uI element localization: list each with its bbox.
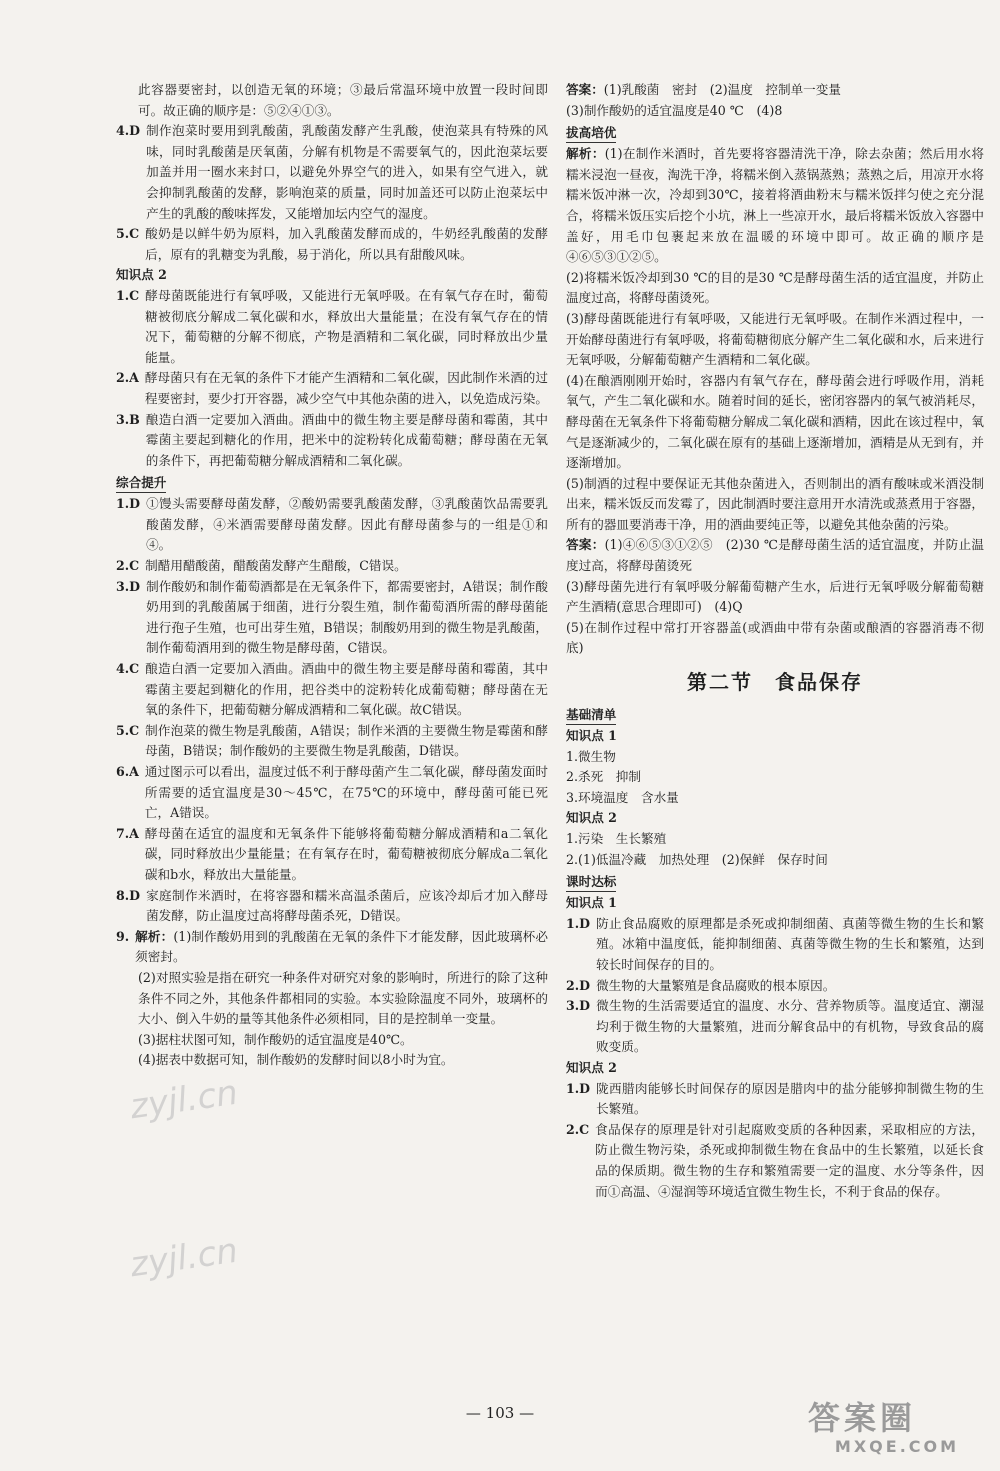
paragraph: 2.杀死 抑制 bbox=[566, 769, 641, 785]
left-column bbox=[116, 80, 548, 1071]
paragraph: 1.污染 生长繁殖 bbox=[566, 831, 667, 846]
knowledge-point-heading: 知识点 2 bbox=[116, 267, 167, 283]
right-column bbox=[566, 80, 984, 1202]
answer-item bbox=[116, 556, 548, 577]
stamp-url: MXQE.COM bbox=[834, 1437, 960, 1456]
item-continuation: (3)据柱状图可知，制作酸奶的适宜温度是40℃。 bbox=[138, 1031, 413, 1047]
paragraph: (2)将糯米饭冷却到30 ℃的目的是30 ℃是酵母菌生活的适宜温度，并防止温度过高，将酵母菌烫死。 bbox=[566, 269, 984, 306]
paragraph: (5)在制作过程中常打开容器盖(或酒曲中带有杂菌或酿酒的容器消毒不彻底) bbox=[566, 619, 984, 656]
item-text: 陇西腊肉能够长时间保存的原因是腊肉中的盐分能够抑制微生物的生长繁殖。 bbox=[596, 1080, 984, 1117]
answer-text: (1)④⑥⑤③①②⑤ (2)30 ℃是酵母菌生活的适宜温度，并防止温度过高，将酵母菌烫死 bbox=[566, 537, 985, 574]
paragraph: (3)酵母菌先进行有氧呼吸分解葡萄糖产生水，后进行无氧呼吸分解葡萄糖产生酒精(意思合理即可) (4)Q bbox=[566, 578, 984, 615]
paragraph: 3.环境温度 含水量 bbox=[566, 789, 679, 805]
item-body bbox=[145, 368, 548, 409]
answer-label: 答案： bbox=[566, 537, 605, 553]
item-number: 3.D bbox=[116, 578, 141, 594]
item-body bbox=[146, 494, 548, 556]
item-continuation: 此容器要密封，以创造无氧的环境；③最后常温环境中放置一段时间即可。故正确的顺序是：⑤②④①③。 bbox=[138, 82, 548, 118]
item-body bbox=[595, 1120, 984, 1202]
item-number: 4.C bbox=[116, 661, 140, 677]
item-text: 酿造白酒一定要加入酒曲。酒曲中的微生物主要是酵母菌和霉菌，其中霉菌主要起到糖化的作用，把谷类中的淀粉转化成葡萄糖；酵母菌在无氧的条件下，把葡萄糖分解成酒精和二氧化碳。故C错误。 bbox=[145, 661, 548, 718]
watermark-text: zyjl.cn bbox=[127, 1072, 241, 1128]
item-body bbox=[145, 824, 548, 886]
answer-item bbox=[116, 494, 548, 556]
answer-text: (1)在制作米酒时，首先要将容器清洗干净，除去杂菌；然后用水将糯米浸泡一昼夜，淘洗干净，将糯米倒入蒸锅蒸熟；蒸熟之后，用凉开水将糯米饭冲淋一次，冷却到30℃，接着将酒曲粉末与糯米饭拌匀使之充分混合，将糯米饭压实后挖个小坑，淋上一些凉开水，最后将糯米饭放入容器中盖好，用毛巾包裹起来放在温暖的环境中即可。故正确的顺序是④⑥⑤③①②⑤。 bbox=[566, 146, 985, 265]
paragraph: (3)酵母菌既能进行有氧呼吸，又能进行无氧呼吸。在制作米酒过程中，一开始酵母菌进行有氧呼吸，将葡萄糖彻底分解产生二氧化碳和水，后来进行无氧呼吸，分解葡萄糖产生酒精和二氧化碳。 bbox=[566, 310, 984, 368]
answer-item bbox=[566, 1120, 984, 1202]
item-text: ①馒头需要酵母菌发酵，②酸奶需要乳酸菌发酵，③乳酸菌饮品需要乳酸菌发酵，④米酒需要酵母菌发酵。因此有酵母菌参与的一组是①和④。 bbox=[146, 496, 548, 553]
item-label: 解析： bbox=[135, 928, 174, 944]
answer-item bbox=[566, 914, 984, 976]
answer-label: 答案： bbox=[566, 82, 604, 97]
item-text: 食品保存的原理是针对引起腐败变质的各种因素，采取相应的方法，防止微生物污染，杀死或抑制微生物在食品中的生长繁殖，以延长食品的保质期。微生物的生存和繁殖需要一定的温度、水分等条件，因而①高温、④湿润等环境适宜微生物生长，不利于食品的保存。 bbox=[595, 1121, 984, 1199]
item-number: 1.D bbox=[566, 1080, 591, 1096]
item-body bbox=[146, 886, 548, 927]
item-number: 2.C bbox=[116, 558, 140, 574]
item-body bbox=[146, 410, 548, 472]
answer-item bbox=[116, 577, 548, 659]
answer-text: (1)乳酸菌 密封 (2)温度 控制单一变量 bbox=[603, 82, 841, 97]
item-text: 制作泡菜的微生物是乳酸菌，A错误；制作米酒的主要微生物是霉菌和酵母菌，B错误；制作酸奶的主要微生物是乳酸菌，D错误。 bbox=[145, 722, 548, 759]
knowledge-point-heading: 知识点 2 bbox=[566, 1059, 617, 1075]
item-number: 4.D bbox=[116, 123, 141, 139]
paragraph: (4)在酿酒刚刚开始时，容器内有氧气存在，酵母菌会进行呼吸作用，消耗氧气，产生二氧化碳和水。随着时间的延长，密闭容器内的氧气被消耗尽，酵母菌在无氧条件下将葡萄糖分解成二氧化碳和酒精，因此在该过程中，氧气是逐渐减少的，二氧化碳在原有的基础上逐渐增加，酒精是从无到有，并逐渐增加。 bbox=[566, 372, 984, 471]
answer-item bbox=[116, 824, 548, 886]
item-text: 制醋用醋酸菌，醋酸菌发酵产生醋酸，C错误。 bbox=[145, 558, 407, 574]
answer-item bbox=[566, 976, 984, 997]
answer-item bbox=[116, 927, 548, 968]
item-body bbox=[596, 996, 984, 1058]
paragraph: (3)制作酸奶的适宜温度是40 ℃ (4)8 bbox=[566, 102, 783, 118]
item-number: 7.A bbox=[116, 825, 139, 841]
item-number: 3.D bbox=[566, 998, 591, 1014]
knowledge-point-heading: 知识点 1 bbox=[566, 728, 617, 744]
item-text: 酸奶是以鲜牛奶为原料，加入乳酸菌发酵而成的，牛奶经乳酸菌的发酵后，原有的乳糖变为乳酸，易于消化，所以具有甜酸风味。 bbox=[145, 226, 548, 262]
item-number: 2.A bbox=[116, 370, 139, 386]
item-number: 1.C bbox=[116, 287, 140, 303]
item-number: 5.C bbox=[116, 226, 140, 242]
answer-item bbox=[566, 1079, 984, 1120]
item-body bbox=[596, 914, 984, 976]
item-text: (1)制作酸奶用到的乳酸菌在无氧的条件下才能发酵，因此玻璃杯必须密封。 bbox=[135, 928, 549, 965]
section-heading: 综合提升 bbox=[116, 473, 166, 493]
item-body bbox=[146, 577, 548, 659]
answer-paragraph bbox=[566, 535, 984, 576]
watermark-stamp-logo bbox=[808, 1399, 986, 1463]
section-heading: 拔高培优 bbox=[566, 123, 616, 143]
item-text: 酵母菌在适宜的温度和无氧条件下能够将葡萄糖分解成酒精和a二氧化碳，同时释放出少量能量；在有氧存在时，葡萄糖被彻底分解成a二氧化碳和b水，释放出大量能量。 bbox=[144, 825, 548, 882]
item-number: 1.D bbox=[566, 915, 591, 931]
item-number: 8.D bbox=[116, 887, 141, 903]
item-continuation: (4)据表中数据可知，制作酸奶的发酵时间以8小时为宜。 bbox=[138, 1052, 454, 1068]
item-text: 制作酸奶和制作葡萄酒都是在无氧条件下，都需要密封，A错误；制作酸奶用到的乳酸菌属于细菌，进行分裂生殖，制作葡萄酒所需的酵母菌能进行孢子生殖，也可出芽生殖，B错误；制酸奶用到的微生物是乳酸菌，制作葡萄酒用到的微生物是酵母菌，C错误。 bbox=[146, 578, 548, 656]
item-body bbox=[145, 659, 548, 721]
answer-paragraph bbox=[566, 80, 984, 101]
item-text: 酵母菌既能进行有氧呼吸，又能进行无氧呼吸。在有氧气存在时，葡萄糖被彻底分解成二氧化碳和水，释放出大量能量；在没有氧气存在的情况下，葡萄糖的分解不彻底，产物是酒精和二氧化碳，同时释放出少量能量。 bbox=[145, 287, 548, 365]
item-text: 通过图示可以看出，温度过低不利于酵母菌产生二氧化碳，酵母菌发面时所需要的适宜温度是30～45℃，在75℃的环境中，酵母菌可能已死亡，A错误。 bbox=[144, 764, 548, 821]
answer-item bbox=[116, 286, 548, 368]
paragraph: 2.(1)低温冷藏 加热处理 (2)保鲜 保存时间 bbox=[566, 851, 828, 867]
answer-paragraph bbox=[566, 144, 984, 268]
item-text: 家庭制作米酒时，在将容器和糯米高温杀菌后，应该冷却后才加入酵母菌发酵，防止温度过高将酵母菌杀死，D错误。 bbox=[146, 887, 548, 924]
item-number: 9. bbox=[116, 928, 130, 944]
item-number: 2.C bbox=[566, 1121, 590, 1137]
item-text: 制作泡菜时要用到乳酸菌，乳酸菌发酵产生乳酸，使泡菜具有特殊的风味，同时乳酸菌是厌氧菌，分解有机物是不需要氧气的，因此泡菜坛要加盖并用一圈水来封口，以避免外界空气的进入，如果有空气进入，就会抑制乳酸菌的发酵，影响泡菜的质量，同时加盖还可以防止泡菜坛中产生的乳酸的酸味挥发，又能增加坛内空气的湿度。 bbox=[146, 123, 548, 221]
paragraph: 1.微生物 bbox=[566, 748, 616, 764]
answer-item bbox=[116, 721, 548, 762]
knowledge-point-heading: 知识点 1 bbox=[566, 895, 617, 911]
answer-item bbox=[116, 410, 548, 472]
section-title: 第二节 食品保存 bbox=[687, 670, 863, 695]
answer-item bbox=[116, 762, 548, 824]
item-text: 酿造白酒一定要加入酒曲。酒曲中的微生物主要是酵母菌和霉菌，其中霉菌主要起到糖化的作用，把米中的淀粉转化成葡萄糖；酵母菌在无氧的条件下，再把葡萄糖分解成酒精和二氧化碳。 bbox=[145, 411, 548, 468]
item-body bbox=[596, 1079, 984, 1120]
item-number: 3.B bbox=[116, 411, 140, 427]
item-text: 酵母菌只有在无氧的条件下才能产生酒精和二氧化碳，因此制作米酒的过程要密封，要少打开容器，减少空气中其他杂菌的进入，以免造成污染。 bbox=[144, 370, 548, 406]
item-text: 微生物的大量繁殖是食品腐败的根本原因。 bbox=[596, 977, 836, 993]
item-body bbox=[135, 927, 548, 968]
item-number: 2.D bbox=[566, 977, 591, 993]
item-number: 5.C bbox=[116, 722, 140, 738]
section-heading: 课时达标 bbox=[566, 872, 616, 892]
item-body bbox=[145, 224, 548, 265]
answer-item bbox=[566, 996, 984, 1058]
item-continuation: (2)对照实验是指在研究一种条件对研究对象的影响时，所进行的除了这种条件不同之外，其他条件都相同的实验。本实验除温度不同外，玻璃杯的大小、倒入牛奶的量等其他条件必须相同，目的是控制单一变量。 bbox=[138, 969, 548, 1027]
knowledge-point-heading: 知识点 2 bbox=[566, 810, 617, 826]
item-body bbox=[146, 121, 548, 224]
item-body bbox=[145, 721, 548, 762]
item-body bbox=[145, 286, 548, 368]
paragraph: (5)制酒的过程中要保证无其他杂菌进入，否则制出的酒有酸味或米酒没制出来，糯米饭反而发霉了，因此制酒时要注意用开水清洗或蒸煮用于容器，所有的器皿要消毒干净，用的酒曲要纯正等，以避免其他杂菌的污染。 bbox=[566, 475, 984, 532]
answer-item bbox=[116, 368, 548, 409]
page-number: — 103 — bbox=[465, 1404, 535, 1422]
item-body bbox=[596, 976, 984, 997]
answer-item bbox=[116, 121, 548, 224]
item-text: 防止食品腐败的原理都是杀死或抑制细菌、真菌等微生物的生长和繁殖。冰箱中温度低，能抑制细菌、真菌等微生物的生长和繁殖，达到较长时间保存的目的。 bbox=[596, 915, 984, 972]
item-text: 微生物的生活需要适宜的温度、水分、营养物质等。温度适宜、潮湿均利于微生物的大量繁殖，进而分解食品中的有机物，导致食品的腐败变质。 bbox=[596, 998, 984, 1055]
stamp-title: 答案圈 bbox=[808, 1399, 917, 1437]
answer-item bbox=[116, 886, 548, 927]
answer-label: 解析： bbox=[566, 146, 605, 162]
item-body bbox=[145, 556, 548, 577]
watermark-text: zyjl.cn bbox=[127, 1230, 241, 1286]
item-number: 6.A bbox=[116, 764, 139, 779]
answer-item bbox=[116, 224, 548, 265]
answer-item bbox=[116, 659, 548, 721]
section-heading: 基础清单 bbox=[566, 705, 616, 725]
item-body bbox=[145, 762, 548, 824]
item-number: 1.D bbox=[116, 496, 141, 512]
